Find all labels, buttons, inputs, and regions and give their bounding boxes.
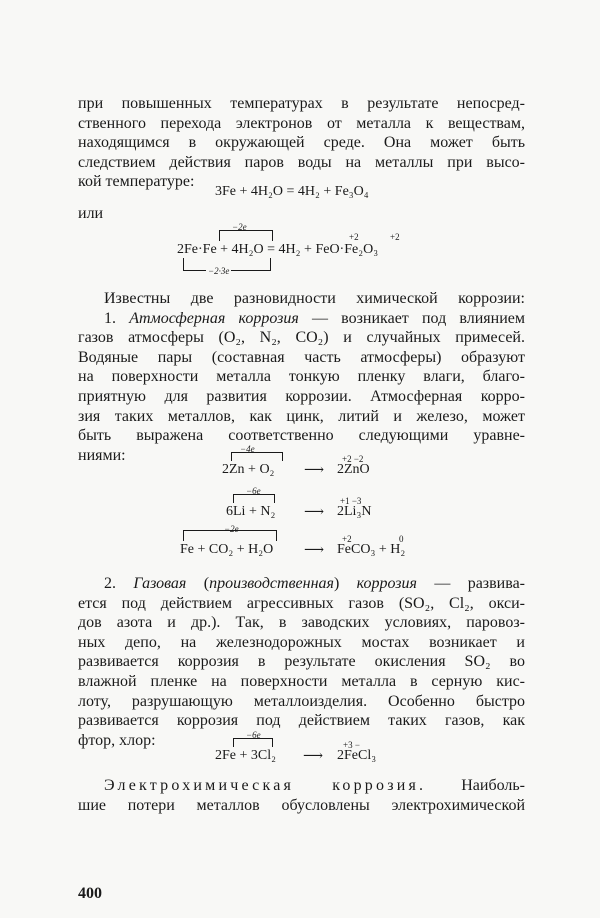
text-line: дов азота и др.). Так, в заводских условиях, паровоз- — [78, 614, 525, 632]
equation-4-lhs: 6Li + N₂ — [226, 504, 276, 519]
text-line: газов атмосферы (O₂, N₂, CO₂) и случайных примесей. — [78, 329, 525, 347]
text-line: кой температуре: — [78, 173, 195, 191]
term-atmospheric-corrosion: Атмосферная коррозия — [129, 309, 299, 327]
text-line: при повышенных температурах в результате непосред- — [78, 95, 525, 112]
electron-bracket — [233, 494, 275, 503]
equation-3-rhs: 2ZnO — [337, 462, 370, 477]
paragraph-1 — [78, 94, 525, 192]
equation-6-lhs: 2Fe + 3Cl₂ — [215, 748, 277, 763]
paragraph-3 — [78, 574, 525, 750]
term-electrochemical-corrosion: Электрохимическая коррозия. — [104, 777, 427, 794]
text-line: Водяные пары (составная часть атмосферы) образуют — [78, 348, 525, 366]
reaction-arrow: ⟶ — [304, 505, 325, 520]
reaction-arrow: ⟶ — [303, 749, 324, 764]
equation-2-text: 2Fe·Fe + 4H₂O = 4H₂ + FeO·Fe₂O₃ — [177, 242, 379, 257]
text-line: ниями: — [78, 446, 126, 464]
text-line: развивается коррозия в результате окисления SO₂ во — [78, 653, 525, 671]
text-line: находящимся в окружающей среде. Она может быть — [78, 134, 525, 152]
equation-1: 3Fe + 4H₂O = 4H₂ + Fe₃O₄ — [215, 184, 369, 199]
electron-label: −6e — [246, 730, 261, 740]
electron-bracket-top — [219, 230, 273, 241]
text-line: развивается коррозия под действием таких газов, как — [78, 712, 525, 730]
equation-5-rhs: FeCO₃ + H₂ — [337, 542, 406, 557]
oxidation-state: +2 — [342, 534, 352, 544]
equation-4-rhs: 2Li₃N — [337, 504, 372, 519]
electron-label: −6e — [246, 486, 261, 496]
text-line: шие потери металлов обусловлены электрохимической — [78, 796, 525, 814]
oxidation-state: +2 — [390, 232, 400, 242]
electron-label-top: −2e — [232, 222, 247, 232]
text-line: влажной пленке на поверхности металла в серную кис- — [78, 672, 525, 690]
electron-label: −2e — [224, 524, 239, 534]
text-line: приятную для развития коррозии. Атмосферная корро- — [78, 387, 525, 405]
text-line: 2. Газовая (производственная) коррозия — развива- — [104, 575, 525, 592]
electron-bracket — [183, 530, 277, 541]
oxidation-state: +2 −2 — [342, 454, 364, 464]
text-line: зия таких металлов, как цинк, литий и железо, может — [78, 407, 525, 425]
text-line: следствием действия паров воды на металлы при высо- — [78, 153, 525, 171]
paragraph-2 — [78, 289, 525, 465]
text-line: на поверхности металла тонкую пленку влаги, благо- — [78, 368, 525, 386]
text-line: ется под действием агрессивных газов (SO₂, Cl₂, окси- — [78, 594, 525, 612]
text-line: ных депо, на железнодорожных мостах возникает и — [78, 633, 525, 651]
text-line: Электрохимическая коррозия. Наиболь- — [104, 777, 525, 794]
oxidation-state: 0 — [399, 534, 404, 544]
text-line: фтор, хлор: — [78, 731, 156, 749]
text-line: ственного перехода электронов от металла к веществам, — [78, 114, 525, 132]
equation-6-rhs: 2FeCl₃ — [337, 748, 377, 763]
reaction-arrow: ⟶ — [304, 543, 325, 558]
text-line: быть выражена соответственно следующими уравне- — [78, 427, 525, 445]
electron-bracket — [231, 452, 283, 461]
page-number: 400 — [78, 885, 102, 902]
or-word: или — [78, 205, 104, 222]
reaction-arrow: ⟶ — [304, 463, 325, 478]
oxidation-state: +2 — [349, 232, 359, 242]
electron-label-bottom: −2·3e — [208, 266, 230, 276]
electron-bracket — [233, 738, 273, 747]
text-line: лоту, разрушающую металлоизделия. Особенно быстро — [78, 692, 525, 710]
text-line: Известны две разновидности химической коррозии: — [104, 290, 525, 307]
oxidation-state: +1 −3 — [340, 496, 362, 506]
paragraph-4 — [78, 776, 525, 815]
oxidation-state: +3 − — [343, 740, 360, 750]
equation-5-lhs: Fe + CO₂ + H₂O — [180, 542, 274, 557]
electron-label: −4e — [240, 444, 255, 454]
text-line: 1. Атмосферная коррозия — возникает под влиянием — [104, 309, 525, 327]
equation-3-lhs: 2Zn + O₂ — [222, 462, 275, 477]
